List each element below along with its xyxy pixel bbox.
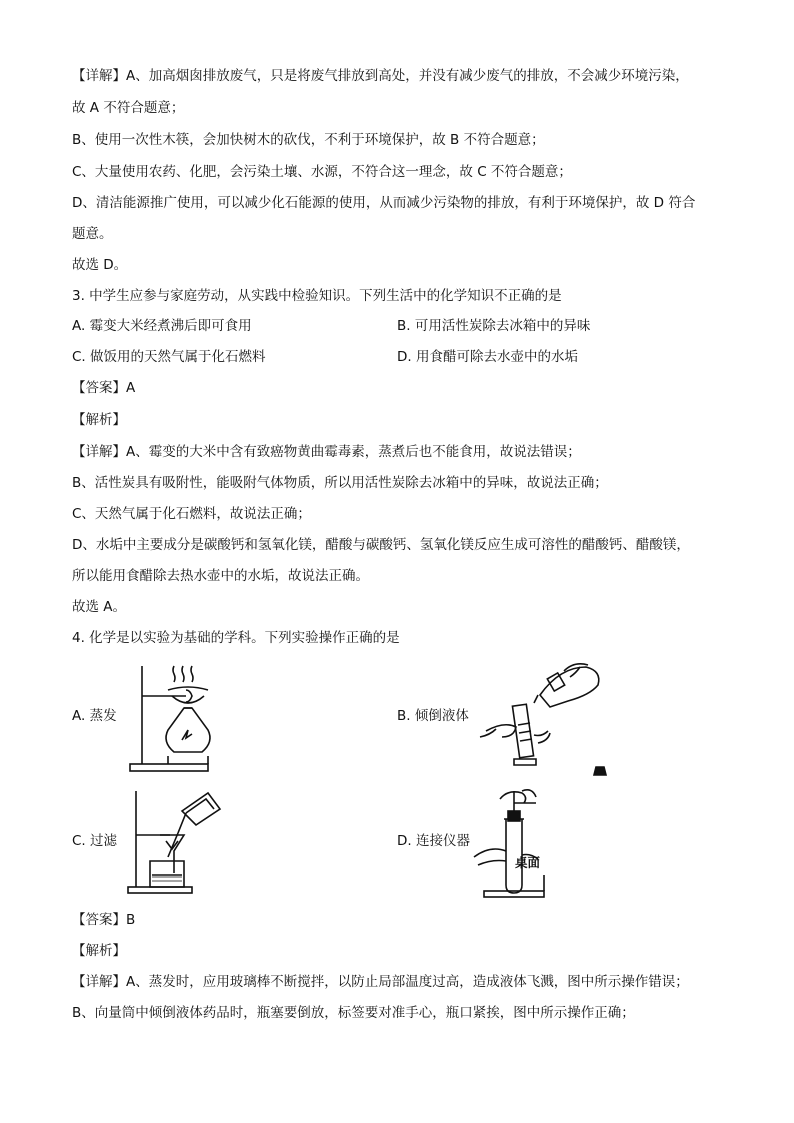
q4-option-d: D. 连接仪器	[397, 833, 470, 849]
pouring-liquid-figure	[478, 655, 610, 775]
q4-detail-a: 【详解】A、蒸发时，应用玻璃棒不断搅拌，以防止局部温度过高，造成液体飞溅，图中所示操作错误；	[72, 974, 689, 990]
q4-option-a: A. 蒸发	[72, 708, 117, 724]
q3-option-c: C. 做饭用的天然气属于化石燃料	[72, 349, 266, 365]
q4-detail-b: B、向量筒中倾倒液体药品时，瓶塞要倒放，标签要对准手心，瓶口紧挨，图中所示操作正确；	[72, 1005, 635, 1021]
filtration-figure	[126, 785, 222, 895]
q3-detail-b: B、活性炭具有吸附性，能吸附气体物质，所以用活性炭除去冰箱中的异味，故说法正确；	[72, 475, 608, 491]
q3-detail-c: C、天然气属于化石燃料，故说法正确；	[72, 506, 311, 522]
q3-answer: 【答案】A	[72, 380, 136, 396]
q3-detail-d-line2: 所以能用食醋除去热水壶中的水垢，故说法正确。	[72, 568, 369, 584]
q3-analysis-heading: 【解析】	[72, 412, 126, 428]
q4-option-c: C. 过滤	[72, 833, 118, 849]
q2-detail-a-line1: 【详解】A、加高烟囱排放废气，只是将废气排放到高处，并没有减少废气的排放，不会减少环境污染，	[72, 68, 689, 84]
q3-detail-d-line1: D、水垢中主要成分是碳酸钙和氢氧化镁，醋酸与碳酸钙、氢氧化镁反应生成可溶性的醋酸钙、醋酸镁，	[72, 537, 690, 553]
connecting-apparatus-figure	[470, 785, 560, 903]
q2-detail-d-line1: D、清洁能源推广使用，可以减少化石能源的使用，从而减少污染物的排放，有利于环境保护，故 D 符合	[72, 195, 696, 211]
q3-stem: 3. 中学生应参与家庭劳动，从实践中检验知识。下列生活中的化学知识不正确的是	[72, 288, 562, 304]
q4-stem: 4. 化学是以实验为基础的学科。下列实验操作正确的是	[72, 630, 400, 646]
table-surface-label: 桌面	[515, 855, 541, 870]
q2-detail-d-line2: 题意。	[72, 226, 113, 242]
q2-detail-c: C、大量使用农药、化肥，会污染土壤、水源，不符合这一理念，故 C 不符合题意；	[72, 164, 572, 180]
q3-option-b: B. 可用活性炭除去冰箱中的异味	[397, 318, 591, 334]
q3-option-d: D. 用食醋可除去水壶中的水垢	[397, 349, 578, 365]
q2-conclusion: 故选 D。	[72, 257, 128, 273]
q2-detail-a-line2: 故 A 不符合题意；	[72, 100, 185, 116]
q3-detail-a: 【详解】A、霉变的大米中含有致癌物黄曲霉毒素，蒸煮后也不能食用，故说法错误；	[72, 444, 581, 460]
q3-conclusion: 故选 A。	[72, 599, 127, 615]
q4-analysis-heading: 【解析】	[72, 943, 126, 959]
q4-answer: 【答案】B	[72, 912, 136, 928]
q3-option-a: A. 霉变大米经煮沸后即可食用	[72, 318, 252, 334]
evaporation-figure	[128, 660, 212, 775]
q4-option-b: B. 倾倒液体	[397, 708, 469, 724]
q2-detail-b: B、使用一次性木筷，会加快树木的砍伐，不利于环境保护，故 B 不符合题意；	[72, 132, 545, 148]
